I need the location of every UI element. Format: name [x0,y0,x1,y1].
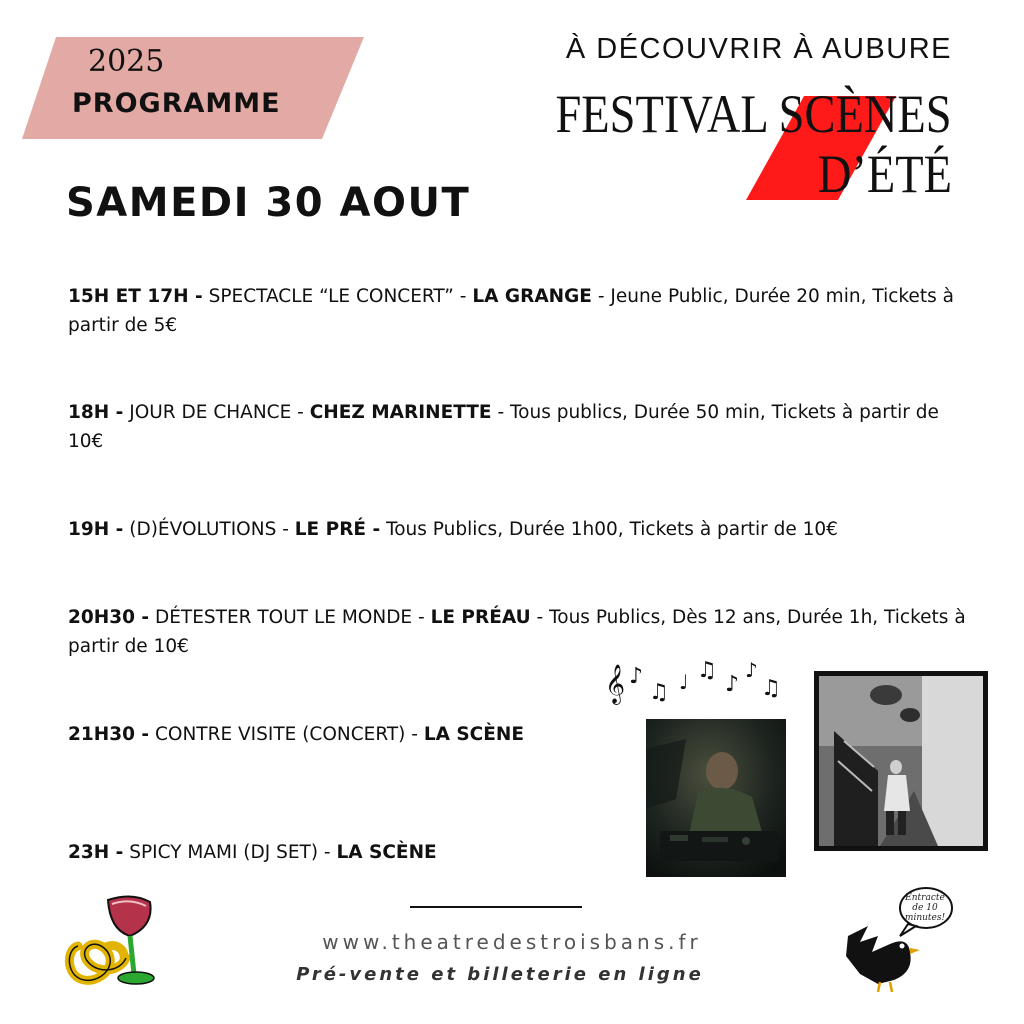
tagline-text: Pré-vente et billeterie en ligne [296,964,704,985]
event-time: 19H - [68,519,124,540]
header-kicker: À DÉCOUVRIR À AUBURE [565,33,952,65]
event-details: - Tous publics, Durée 50 min, Tickets à partir de 10€ [68,402,939,452]
event-item [68,603,968,661]
festival-title-line2: D’ÉTÉ [817,144,952,204]
event-details: - Jeune Public, Durée 20 min, Tickets à partir de 5€ [68,286,954,336]
svg-text:♩: ♩ [679,670,689,694]
footer-divider [410,906,582,908]
event-item [68,398,968,456]
event-venue: LA GRANGE [472,286,592,307]
website-link[interactable]: www.theatredestroisbans.fr [322,930,702,954]
event-details: Tous Publics, Durée 1h00, Tickets à partir de 10€ [380,519,838,540]
event-item [68,282,968,340]
svg-text:𝄞: 𝄞 [605,664,626,704]
stairwell-photo [814,671,988,851]
event-title: SPICY MAMI (DJ SET) - [123,842,337,863]
event-time: 23H - [68,842,124,863]
event-title: JOUR DE CHANCE - [123,402,310,423]
event-venue: LA SCÈNE [336,842,437,863]
event-time: 20H30 - [68,607,150,628]
wine-pretzel-icon [64,892,168,992]
svg-text:♫: ♫ [761,676,781,701]
event-title: CONTRE VISITE (CONCERT) - [149,724,424,745]
svg-text:♪: ♪ [629,664,644,689]
banner-title: PROGRAMME [72,88,281,119]
dj-photo [646,719,786,877]
svg-text:♫: ♫ [697,658,717,683]
day-heading: SAMEDI 30 AOUT [66,180,471,226]
music-notes-icon [605,655,790,705]
event-time: 15H ET 17H - [68,286,203,307]
event-title: DÉTESTER TOUT LE MONDE - [149,607,431,628]
event-venue: LE PRÉAU [430,607,531,628]
svg-text:♫: ♫ [649,680,669,705]
event-item [68,515,968,544]
svg-text:♪: ♪ [725,672,740,697]
event-time: 18H - [68,402,124,423]
event-title: (D)ÉVOLUTIONS - [123,519,295,540]
event-time: 21H30 - [68,724,150,745]
event-venue: LA SCÈNE [423,724,525,745]
bird-bubble-text: Entracte de 10 minutes! [904,893,946,923]
festival-title-line1: FESTIVAL SCÈNES [555,84,952,144]
banner-year: 2025 [88,44,165,79]
event-venue: CHEZ MARINETTE [309,402,492,423]
svg-text:♪: ♪ [745,658,758,682]
event-title: SPECTACLE “LE CONCERT” - [202,286,473,307]
event-venue: LE PRÉ - [294,519,381,540]
event-details: - Tous Publics, Dès 12 ans, Durée 1h, Tickets à partir de 10€ [68,607,966,657]
